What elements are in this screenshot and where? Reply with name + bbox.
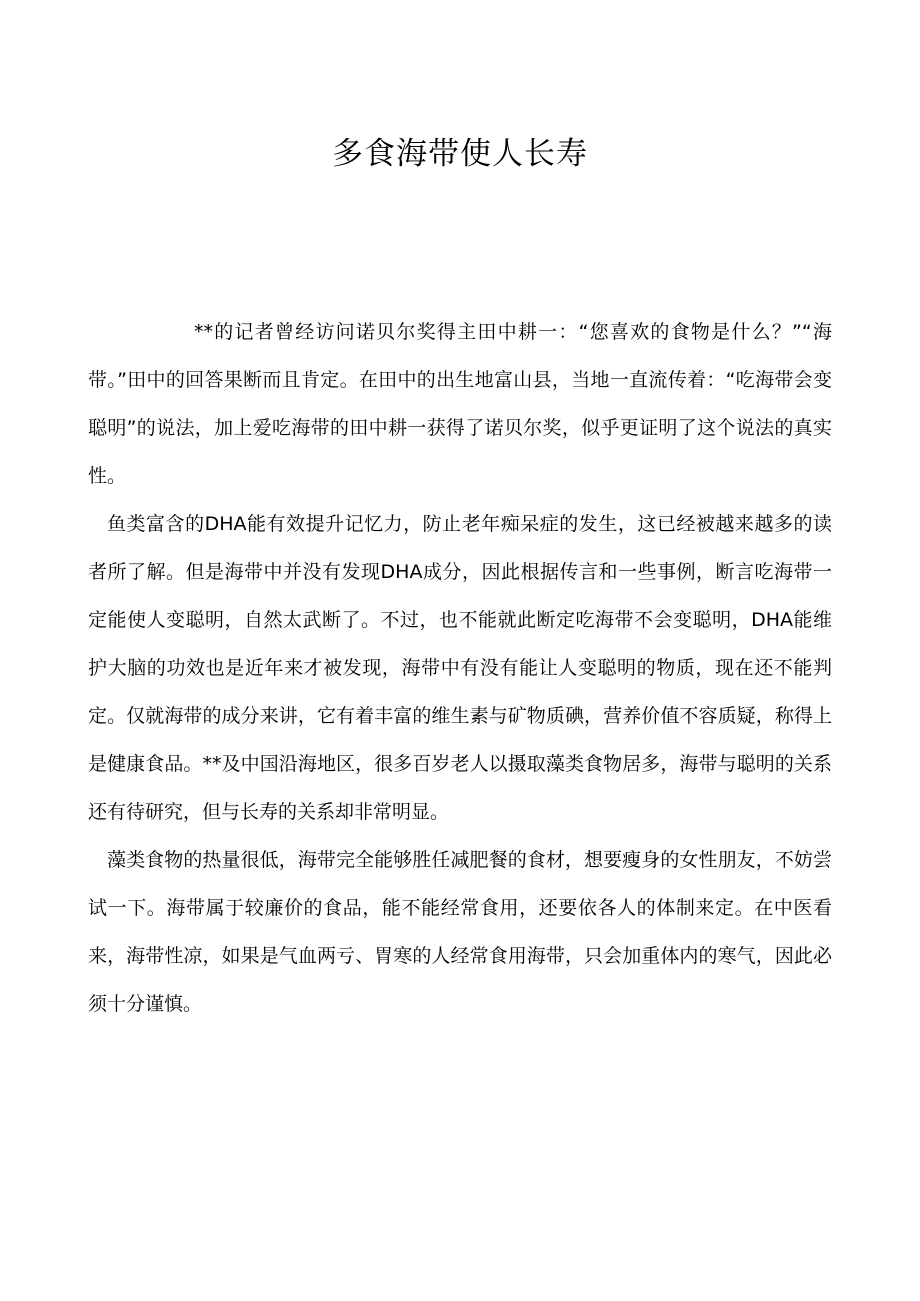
paragraph: **的记者曾经访问诺贝尔奖得主田中耕一：“您喜欢的食物是什么？”“海带。”田中的回答果断而且肯定。在田中的出生地富山县，当地一直流传着：“吃海带会变聪明”的说法，加上爱吃海带的田中耕一获得了诺贝尔奖，似乎更证明了这个说法的真实性。 xyxy=(88,321,832,487)
paragraph: 藻类食物的热量很低，海带完全能够胜任减肥餐的食材，想要瘦身的女性朋友，不妨尝试一下。海带属于较廉价的食品，能不能经常食用，还要依各人的体制来定。在中医看来，海带性凉，如果是气血两亏、胃寒的人经常食用海带，只会加重体内的寒气，因此必须十分谨慎。 xyxy=(88,849,832,1015)
document-body xyxy=(88,308,832,1028)
document-title: 多食海带使人长寿 xyxy=(332,136,588,172)
paragraph: 鱼类富含的DHA能有效提升记忆力，防止老年痴呆症的发生，这已经被越来越多的读者所了解。但是海带中并没有发现DHA成分，因此根据传言和一些事例，断言吃海带一定能使人变聪明，自然太武断了。不过，也不能就此断定吃海带不会变聪明，DHA能维护大脑的功效也是近年来才被发现，海带中有没有能让人变聪明的物质，现在还不能判定。仅就海带的成分来讲，它有着丰富的维生素与矿物质碘，营养价值不容质疑，称得上是健康食品。**及中国沿海地区，很多百岁老人以摄取藻类食物居多，海带与聪明的关系还有待研究，但与长寿的关系却非常明显。 xyxy=(88,513,832,823)
